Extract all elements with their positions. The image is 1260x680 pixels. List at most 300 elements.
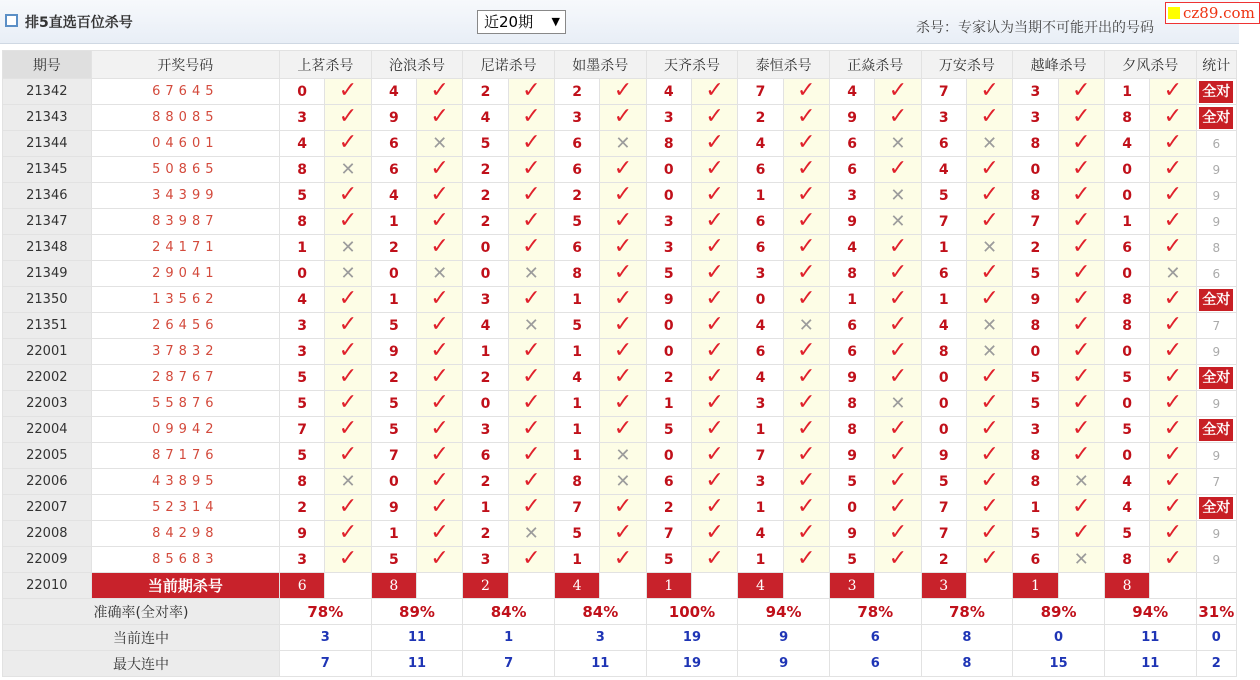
- result-mark-cell: [1058, 521, 1104, 547]
- cross-icon: ✕: [340, 236, 356, 258]
- draw-number-cell: 37832: [91, 339, 279, 365]
- result-mark-cell: [416, 547, 462, 573]
- draw-number-cell: 24171: [91, 235, 279, 261]
- result-mark-cell: [1150, 79, 1196, 105]
- check-icon: ✓: [888, 546, 908, 571]
- kill-number-cell: 3: [646, 105, 691, 131]
- cross-icon: ✕: [1073, 470, 1089, 492]
- result-mark-cell: [508, 495, 554, 521]
- cross-icon: ✕: [1165, 262, 1181, 284]
- result-mark-cell: [600, 313, 646, 339]
- result-mark-cell: [966, 287, 1012, 313]
- result-mark-cell: [783, 287, 829, 313]
- check-icon: ✓: [430, 494, 449, 519]
- result-mark-cell: [508, 157, 554, 183]
- check-icon: ✓: [1163, 312, 1183, 337]
- kill-number-cell: 3: [280, 339, 325, 365]
- result-mark-cell: [416, 131, 462, 157]
- result-mark-cell: [783, 261, 829, 287]
- check-icon: ✓: [613, 312, 633, 337]
- table-header-row: [3, 51, 1237, 79]
- result-mark-cell: [875, 235, 921, 261]
- cross-icon: ✕: [982, 314, 998, 336]
- kill-number-cell: 8: [280, 469, 325, 495]
- kill-number-cell: 5: [554, 313, 599, 339]
- kill-number-cell: 6: [738, 209, 783, 235]
- result-mark-cell: [691, 391, 737, 417]
- check-icon: ✓: [1163, 286, 1183, 311]
- draw-number-cell: 04601: [91, 131, 279, 157]
- check-icon: ✓: [522, 156, 541, 181]
- check-icon: ✓: [1072, 364, 1091, 389]
- kill-number-cell: 0: [829, 495, 874, 521]
- check-icon: ✓: [430, 546, 449, 571]
- check-icon: ✓: [797, 390, 816, 415]
- result-mark-cell: [1150, 365, 1196, 391]
- summary-value: 78%: [280, 599, 372, 625]
- kill-number-cell: 0: [1013, 339, 1058, 365]
- check-icon: ✓: [613, 234, 633, 259]
- result-mark-cell: [416, 183, 462, 209]
- stat-cell: [1196, 287, 1236, 313]
- current-kill-number: 8: [371, 573, 416, 599]
- table-row: [3, 391, 1237, 417]
- check-icon: ✓: [705, 468, 724, 493]
- kill-number-cell: 4: [280, 287, 325, 313]
- kill-number-cell: 2: [463, 469, 508, 495]
- check-icon: ✓: [522, 390, 541, 415]
- current-kill-spacer: [966, 573, 1012, 599]
- check-icon: ✓: [1072, 182, 1091, 207]
- summary-value: 11: [371, 651, 463, 677]
- result-mark-cell: [600, 79, 646, 105]
- kill-number-cell: 4: [280, 131, 325, 157]
- summary-stat: 2: [1196, 651, 1236, 677]
- kill-number-cell: 5: [371, 313, 416, 339]
- check-icon: ✓: [1163, 104, 1183, 129]
- check-icon: ✓: [888, 104, 908, 129]
- kill-number-cell: 3: [463, 547, 508, 573]
- period-range-select[interactable]: [477, 10, 566, 34]
- logo-square-icon: [1168, 7, 1180, 19]
- kill-number-cell: 4: [738, 313, 783, 339]
- result-mark-cell: [508, 105, 554, 131]
- table-row: [3, 105, 1237, 131]
- check-icon: ✓: [613, 390, 633, 415]
- kill-number-cell: 9: [921, 443, 966, 469]
- summary-value: 11: [1104, 625, 1196, 651]
- check-icon: ✓: [338, 286, 358, 311]
- check-icon: ✓: [430, 104, 449, 129]
- kill-number-cell: 5: [280, 443, 325, 469]
- check-icon: ✓: [522, 442, 541, 467]
- kill-number-cell: 4: [921, 157, 966, 183]
- kill-number-cell: 0: [646, 443, 691, 469]
- result-mark-cell: [1058, 131, 1104, 157]
- check-icon: ✓: [705, 156, 724, 181]
- kill-number-cell: 5: [1013, 391, 1058, 417]
- summary-value: 11: [554, 651, 646, 677]
- stat-cell: 9: [1196, 391, 1236, 417]
- column-header-period: 期号: [3, 51, 92, 79]
- kill-number-cell: 3: [463, 417, 508, 443]
- kill-number-cell: 8: [554, 261, 599, 287]
- check-icon: ✓: [522, 208, 541, 233]
- kill-number-cell: 1: [738, 183, 783, 209]
- current-kill-number: 8: [1104, 573, 1149, 599]
- column-header-expert: 正焱杀号: [829, 51, 921, 79]
- result-mark-cell: [966, 131, 1012, 157]
- check-icon: ✓: [613, 156, 633, 181]
- result-mark-cell: [966, 183, 1012, 209]
- kill-number-cell: 7: [921, 521, 966, 547]
- result-mark-cell: [966, 547, 1012, 573]
- table-row: [3, 157, 1237, 183]
- kill-number-cell: 1: [738, 547, 783, 573]
- kill-number-cell: 1: [554, 287, 599, 313]
- stat-cell: [1196, 495, 1236, 521]
- check-icon: ✓: [430, 286, 449, 311]
- check-icon: ✓: [1163, 130, 1183, 155]
- check-icon: ✓: [1163, 390, 1183, 415]
- check-icon: ✓: [1163, 468, 1183, 493]
- stat-cell: 7: [1196, 313, 1236, 339]
- result-mark-cell: [1058, 261, 1104, 287]
- draw-number-cell: 50865: [91, 157, 279, 183]
- result-mark-cell: [1150, 313, 1196, 339]
- logo-text: cz89.com: [1183, 4, 1255, 22]
- result-mark-cell: [508, 365, 554, 391]
- kill-number-cell: 6: [646, 469, 691, 495]
- result-mark-cell: [600, 521, 646, 547]
- kill-number-cell: 3: [280, 547, 325, 573]
- check-icon: ✓: [980, 416, 999, 441]
- result-mark-cell: [325, 547, 371, 573]
- kill-number-cell: 0: [1104, 443, 1149, 469]
- check-icon: ✓: [430, 364, 449, 389]
- check-icon: ✓: [1163, 364, 1183, 389]
- draw-number-cell: 09942: [91, 417, 279, 443]
- kill-number-cell: 7: [921, 209, 966, 235]
- period-cell: 22005: [3, 443, 92, 469]
- check-icon: ✓: [797, 234, 816, 259]
- result-mark-cell: [875, 521, 921, 547]
- kill-number-cell: 0: [646, 183, 691, 209]
- check-icon: ✓: [613, 286, 633, 311]
- column-header-expert: 夕风杀号: [1104, 51, 1196, 79]
- result-mark-cell: [966, 391, 1012, 417]
- result-mark-cell: [1150, 235, 1196, 261]
- cross-icon: ✕: [982, 236, 998, 258]
- check-icon: ✓: [888, 364, 908, 389]
- result-mark-cell: [966, 79, 1012, 105]
- check-icon: ✓: [797, 260, 816, 285]
- cross-icon: ✕: [523, 522, 539, 544]
- result-mark-cell: [1058, 157, 1104, 183]
- check-icon: ✓: [888, 234, 908, 259]
- check-icon: ✓: [613, 338, 633, 363]
- kill-number-cell: 0: [921, 391, 966, 417]
- check-icon: ✓: [705, 234, 724, 259]
- result-mark-cell: [1058, 339, 1104, 365]
- column-header-expert: 越峰杀号: [1013, 51, 1105, 79]
- kill-number-cell: 5: [1104, 365, 1149, 391]
- kill-number-cell: 2: [463, 79, 508, 105]
- check-icon: ✓: [705, 130, 724, 155]
- check-icon: ✓: [338, 104, 358, 129]
- result-mark-cell: [1150, 157, 1196, 183]
- result-mark-cell: [783, 365, 829, 391]
- result-mark-cell: [1150, 469, 1196, 495]
- kill-number-cell: 6: [371, 131, 416, 157]
- check-icon: ✓: [613, 494, 633, 519]
- check-icon: ✓: [338, 546, 358, 571]
- check-icon: ✓: [980, 78, 999, 103]
- result-mark-cell: [966, 469, 1012, 495]
- kill-number-cell: 8: [554, 469, 599, 495]
- current-kill-spacer: [1150, 573, 1196, 599]
- kill-number-cell: 2: [646, 365, 691, 391]
- result-mark-cell: [600, 209, 646, 235]
- table-row: [3, 469, 1237, 495]
- result-mark-cell: [875, 495, 921, 521]
- check-icon: ✓: [980, 494, 999, 519]
- check-icon: ✓: [797, 78, 816, 103]
- kill-number-cell: 5: [646, 547, 691, 573]
- all-correct-badge: 全对: [1199, 289, 1233, 311]
- result-mark-cell: [691, 521, 737, 547]
- result-mark-cell: [600, 235, 646, 261]
- kill-number-cell: 5: [1013, 261, 1058, 287]
- check-icon: ✓: [888, 494, 908, 519]
- site-logo[interactable]: [1165, 2, 1260, 24]
- kill-number-cell: 8: [1013, 183, 1058, 209]
- result-mark-cell: [966, 105, 1012, 131]
- result-mark-cell: [875, 547, 921, 573]
- current-kill-spacer: [325, 573, 371, 599]
- result-mark-cell: [1058, 313, 1104, 339]
- check-icon: ✓: [522, 78, 541, 103]
- summary-value: 9: [738, 651, 830, 677]
- table-row: [3, 287, 1237, 313]
- all-correct-badge: 全对: [1199, 367, 1233, 389]
- check-icon: ✓: [888, 156, 908, 181]
- current-kill-spacer: [1058, 573, 1104, 599]
- period-cell: 22001: [3, 339, 92, 365]
- period-cell: 22002: [3, 365, 92, 391]
- check-icon: ✓: [1072, 104, 1091, 129]
- kill-number-cell: 8: [1104, 287, 1149, 313]
- cross-icon: ✕: [340, 262, 356, 284]
- check-icon: ✓: [888, 442, 908, 467]
- kill-number-cell: 8: [829, 261, 874, 287]
- result-mark-cell: [600, 339, 646, 365]
- cross-icon: ✕: [890, 210, 906, 232]
- check-icon: ✓: [1163, 208, 1183, 233]
- result-mark-cell: [325, 261, 371, 287]
- result-mark-cell: [416, 469, 462, 495]
- check-icon: ✓: [980, 208, 999, 233]
- check-icon: ✓: [705, 390, 724, 415]
- kill-number-cell: 2: [463, 183, 508, 209]
- check-icon: ✓: [522, 182, 541, 207]
- period-cell: 22009: [3, 547, 92, 573]
- check-icon: ✓: [797, 208, 816, 233]
- summary-value: 84%: [554, 599, 646, 625]
- period-cell: 22004: [3, 417, 92, 443]
- check-icon: ✓: [430, 312, 449, 337]
- kill-number-cell: 1: [554, 417, 599, 443]
- kill-number-cell: 5: [1013, 521, 1058, 547]
- period-cell: 22006: [3, 469, 92, 495]
- draw-number-cell: 26456: [91, 313, 279, 339]
- check-icon: ✓: [1163, 416, 1183, 441]
- stat-cell: 9: [1196, 547, 1236, 573]
- kill-number-cell: 9: [829, 105, 874, 131]
- check-icon: ✓: [522, 468, 541, 493]
- check-icon: ✓: [797, 494, 816, 519]
- result-mark-cell: [875, 339, 921, 365]
- cross-icon: ✕: [798, 314, 814, 336]
- summary-value: 19: [646, 625, 738, 651]
- check-icon: ✓: [430, 234, 449, 259]
- section-icon: [5, 14, 18, 27]
- check-icon: ✓: [980, 442, 999, 467]
- column-header-expert: 如墨杀号: [554, 51, 646, 79]
- cross-icon: ✕: [432, 262, 448, 284]
- result-mark-cell: [325, 495, 371, 521]
- check-icon: ✓: [980, 364, 999, 389]
- kill-number-cell: 3: [921, 105, 966, 131]
- table-row: [3, 235, 1237, 261]
- check-icon: ✓: [888, 338, 908, 363]
- check-icon: ✓: [430, 208, 449, 233]
- check-icon: ✓: [1163, 442, 1183, 467]
- kill-number-cell: 3: [280, 105, 325, 131]
- result-mark-cell: [1058, 443, 1104, 469]
- result-mark-cell: [325, 443, 371, 469]
- result-mark-cell: [416, 287, 462, 313]
- current-kill-number: 3: [829, 573, 874, 599]
- current-kill-spacer: [875, 573, 921, 599]
- result-mark-cell: [1058, 365, 1104, 391]
- result-mark-cell: [508, 443, 554, 469]
- kill-number-cell: 9: [371, 495, 416, 521]
- kill-number-cell: 8: [1104, 547, 1149, 573]
- kill-number-cell: 4: [829, 79, 874, 105]
- current-kill-spacer: [508, 573, 554, 599]
- kill-number-cell: 4: [646, 79, 691, 105]
- result-mark-cell: [691, 495, 737, 521]
- check-icon: ✓: [705, 78, 724, 103]
- check-icon: ✓: [1072, 338, 1091, 363]
- kill-number-cell: 1: [829, 287, 874, 313]
- kill-number-cell: 3: [829, 183, 874, 209]
- result-mark-cell: [600, 391, 646, 417]
- summary-value: 6: [829, 651, 921, 677]
- check-icon: ✓: [705, 312, 724, 337]
- kill-number-cell: 8: [1013, 443, 1058, 469]
- stat-cell: 6: [1196, 261, 1236, 287]
- result-mark-cell: [783, 417, 829, 443]
- kill-number-cell: 0: [921, 417, 966, 443]
- table-row: [3, 261, 1237, 287]
- check-icon: ✓: [338, 78, 358, 103]
- result-mark-cell: [783, 183, 829, 209]
- kill-number-cell: 7: [738, 443, 783, 469]
- kill-number-cell: 1: [921, 287, 966, 313]
- result-mark-cell: [416, 365, 462, 391]
- kill-number-cell: 5: [554, 521, 599, 547]
- check-icon: ✓: [522, 546, 541, 571]
- current-kill-spacer: [691, 573, 737, 599]
- kill-number-cell: 3: [1013, 105, 1058, 131]
- result-mark-cell: [416, 235, 462, 261]
- stat-cell: [1196, 417, 1236, 443]
- summary-label: 当前连中: [3, 625, 280, 651]
- result-mark-cell: [508, 521, 554, 547]
- period-cell: 21348: [3, 235, 92, 261]
- kill-number-cell: 7: [1013, 209, 1058, 235]
- result-mark-cell: [783, 313, 829, 339]
- result-mark-cell: [600, 183, 646, 209]
- table-row: [3, 209, 1237, 235]
- check-icon: ✓: [797, 104, 816, 129]
- current-kill-number: 4: [738, 573, 783, 599]
- check-icon: ✓: [797, 364, 816, 389]
- result-mark-cell: [875, 261, 921, 287]
- kill-number-cell: 2: [554, 183, 599, 209]
- cross-icon: ✕: [615, 470, 631, 492]
- result-mark-cell: [1150, 521, 1196, 547]
- result-mark-cell: [325, 79, 371, 105]
- page-header: [0, 0, 1255, 44]
- check-icon: ✓: [888, 312, 908, 337]
- check-icon: ✓: [430, 416, 449, 441]
- result-mark-cell: [783, 391, 829, 417]
- result-mark-cell: [325, 417, 371, 443]
- kill-number-cell: 2: [371, 365, 416, 391]
- summary-stat: 0: [1196, 625, 1236, 651]
- result-mark-cell: [691, 417, 737, 443]
- current-period-row: [3, 573, 1237, 599]
- result-mark-cell: [691, 157, 737, 183]
- check-icon: ✓: [522, 494, 541, 519]
- kill-number-cell: 5: [1013, 365, 1058, 391]
- check-icon: ✓: [705, 286, 724, 311]
- result-mark-cell: [1150, 209, 1196, 235]
- check-icon: ✓: [705, 208, 724, 233]
- kill-number-cell: 5: [921, 469, 966, 495]
- check-icon: ✓: [888, 286, 908, 311]
- summary-value: 89%: [371, 599, 463, 625]
- kill-number-cell: 8: [829, 391, 874, 417]
- result-mark-cell: [416, 391, 462, 417]
- result-mark-cell: [691, 287, 737, 313]
- check-icon: ✓: [338, 520, 358, 545]
- cross-icon: ✕: [432, 132, 448, 154]
- result-mark-cell: [691, 547, 737, 573]
- kill-number-cell: 3: [646, 209, 691, 235]
- kill-number-cell: 4: [921, 313, 966, 339]
- table-row: [3, 339, 1237, 365]
- check-icon: ✓: [980, 260, 999, 285]
- summary-value: 9: [738, 625, 830, 651]
- result-mark-cell: [416, 417, 462, 443]
- result-mark-cell: [691, 183, 737, 209]
- kill-number-cell: 0: [1104, 157, 1149, 183]
- kill-number-cell: 1: [921, 235, 966, 261]
